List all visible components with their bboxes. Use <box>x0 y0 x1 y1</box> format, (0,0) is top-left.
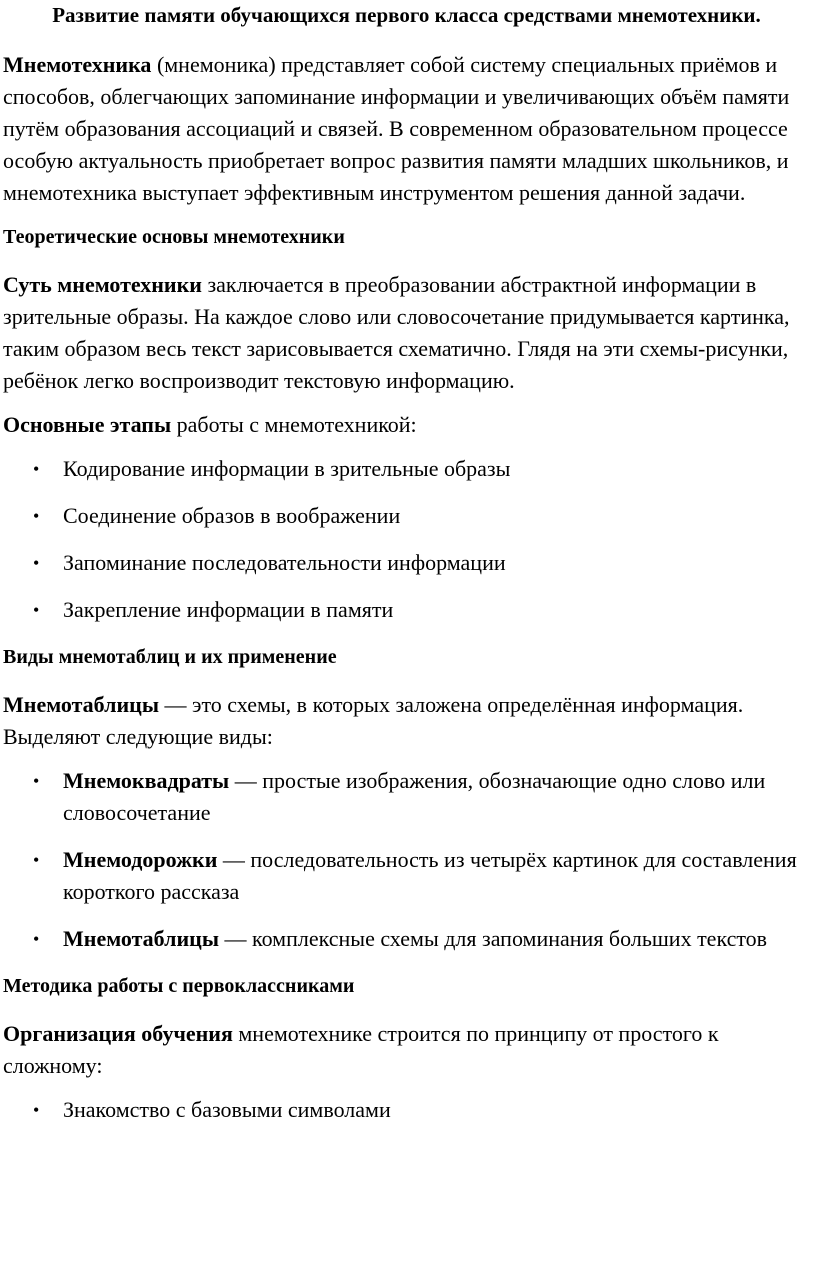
list-item <box>3 765 810 829</box>
term: Мнемотаблицы <box>63 926 220 951</box>
item-text: — простые изображения, обозначающие одно слово или словосочетание <box>63 768 766 825</box>
term: Мнемодорожки <box>63 847 218 872</box>
method-list <box>3 1094 810 1126</box>
list-item: • Кодирование информации в зрительные образы <box>3 453 810 485</box>
list-item: • Соединение образов в воображении <box>3 500 810 532</box>
paragraph <box>3 269 810 397</box>
term: Основные этапы <box>3 412 172 437</box>
paragraph-text: (мнемоника) представляет собой систему специальных приёмов и способов, облегчающих запоминание информации и увеличивающих объём памяти путём образования ассоциаций и связей. В современном образовательном процессе особую актуальность приобретает вопрос развития памяти младших школьников, и мнемотехника выступает эффективным инструментом решения данной задачи. <box>3 52 790 205</box>
intro-paragraph <box>3 49 810 209</box>
paragraph-text: — это схемы, в которых заложена определённая информация. Выделяют следующие виды: <box>3 692 744 749</box>
term: Мнемоквадраты <box>63 768 230 793</box>
stages-list <box>3 453 810 626</box>
term: Организация обучения <box>3 1021 233 1046</box>
section-heading: Методика работы с первоклассниками <box>3 975 355 997</box>
list-item: • Запоминание последовательности информации <box>3 547 810 579</box>
term: Мнемотаблицы <box>3 692 160 717</box>
document-title: Развитие памяти обучающихся первого класса средствами мнемотехники. <box>52 3 761 27</box>
item-text: — комплексные схемы для запоминания больших текстов <box>219 926 768 951</box>
list-item <box>3 923 810 955</box>
section-heading: Теоретические основы мнемотехники <box>3 226 345 248</box>
paragraph <box>3 1018 810 1082</box>
list-item <box>3 844 810 908</box>
paragraph <box>3 409 810 441</box>
list-item: • Закрепление информации в памяти <box>3 594 810 626</box>
list-item: • Знакомство с базовыми символами <box>3 1094 810 1126</box>
paragraph-text: мнемотехнике строится по принципу от простого к сложному: <box>3 1021 719 1078</box>
paragraph-text: заключается в преобразовании абстрактной информации в зрительные образы. На каждое слово или словосочетание придумывается картинка, таким образом весь текст зарисовывается схематично. Глядя на эти схемы-рисунки, ребёнок легко воспроизводит текстовую информацию. <box>3 272 790 393</box>
paragraph <box>3 689 810 753</box>
paragraph-text: работы с мнемотехникой: <box>171 412 417 437</box>
section-heading: Виды мнемотаблиц и их применение <box>3 646 337 668</box>
term: Суть мнемотехники <box>3 272 202 297</box>
item-text: — последовательность из четырёх картинок для составления короткого рассказа <box>63 847 797 904</box>
types-list <box>3 765 810 955</box>
term: Мнемотехника <box>3 52 152 77</box>
